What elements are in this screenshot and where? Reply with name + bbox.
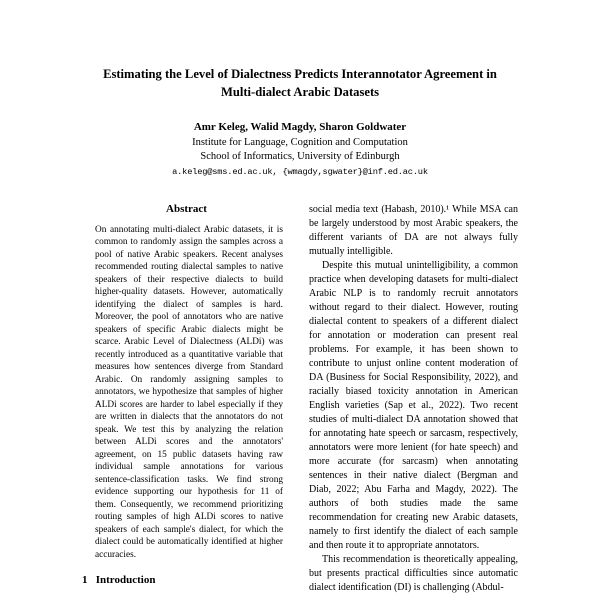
abstract-heading: Abstract	[166, 202, 207, 215]
paper-authors: Amr Keleg, Walid Magdy, Sharon Goldwater	[193, 121, 407, 134]
paper-title: Estimating the Level of Dialectness Predicts Interannotator Agreement in Multi-dialect Arabic Datasets	[103, 67, 497, 99]
left-column	[82, 203, 291, 595]
two-column-body	[82, 203, 518, 595]
body-paragraph-3: This recommendation is theoretically appealing, but presents practical difficulties since automatic dialect identification (DI) is challenging (Abdul-	[309, 553, 518, 593]
author-emails: a.keleg@sms.ed.ac.uk, {wmagdy,sgwater}@inf.ed.ac.uk	[172, 166, 428, 177]
section-1-heading: 1 Introduction	[82, 574, 156, 587]
abstract-text: On annotating multi-dialect Arabic datasets, it is common to randomly assign the samples across a pool of native Arabic speakers. Recent analyses recommended routing dialectal samples to native speakers of their respective dialects to build higher-quality datasets. However, automatically identifying the dialect of samples is hard. Moreover, the pool of annotators who are native speakers of specific Arabic dialects might be scarce. Arabic Level of Dialectness (ALDi) was recently introduced as a quantitative variable that measures how sentences diverge from Standard Arabic. On randomly assigning samples to annotators, we hypothesize that samples of higher ALDi scores are harder to label especially if they are written in dialects that the annotators do not speak. We test this by analyzing the relation between ALDi scores and the annotators' agreement, on 15 public datasets having raw individual sample annotations for various sentence-classification tasks. We find strong evidence supporting our hypothesis for 11 of them. Consequently, we recommend prioritizing routing samples of high ALDi scores to native speakers of each sample's dialect, for which the dialect could be automatically identified at higher accuracies.	[95, 224, 283, 560]
affiliation-line-2: School of Informatics, University of Edinburgh	[200, 151, 400, 163]
body-paragraph-1: social media text (Habash, 2010).¹ While MSA can be largely understood by most Arabic speakers, the different variants of DA are not always fully mutually intelligible.	[309, 203, 518, 257]
right-column	[309, 203, 518, 595]
body-paragraph-2: Despite this mutual unintelligibility, a common practice when developing datasets for multi-dialect Arabic NLP is to randomly recruit annotators without regard to their dialect. However, routing dialectal content to speakers of a different dialect for annotation or moderation can present real problems. For example, it has been shown to contribute to unjust online content moderation of DA (Business for Social Responsibility, 2022), and racially biased toxicity annotation in American English varieties (Sap et al., 2022). Two recent studies of multi-dialect DA annotation showed that for annotating hate speech or sarcasm, respectively, annotators were more lenient (for hate speech) and more accurate (for sarcasm) when annotating sentences in their native dialect (Bergman and Diab, 2022; Abu Farha and Magdy, 2022). The authors of both studies made the same recommendation for creating new Arabic datasets, namely to first identify the dialect of each sample and then route it to appropriate annotators.	[309, 259, 518, 551]
paper-header	[82, 66, 518, 177]
affiliation-line-1: Institute for Language, Cognition and Computation	[192, 137, 408, 149]
